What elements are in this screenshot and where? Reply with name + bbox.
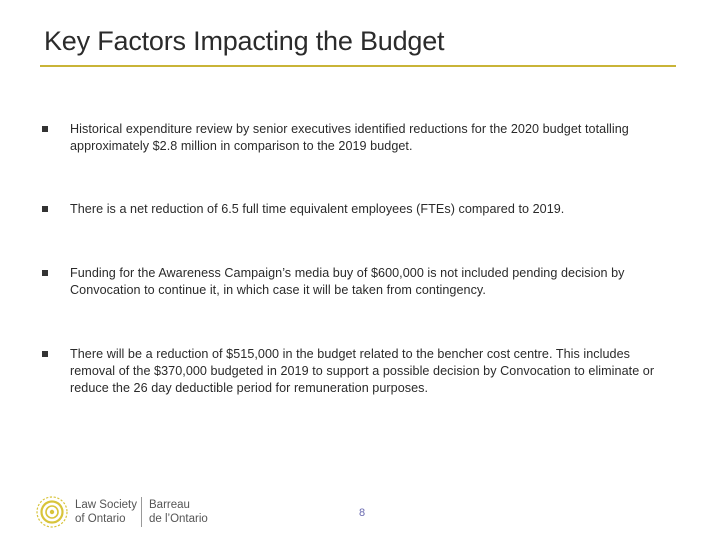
- bullet-item: [40, 346, 680, 397]
- bullet-text: Historical expenditure review by senior executives identified reductions for the 2020 budget totalling approximately $2.8 million in comparison to the 2019 budget.: [70, 122, 629, 153]
- logo-divider: [141, 497, 142, 527]
- logo-french-name: Barreau de l’Ontario: [149, 499, 208, 525]
- bullet-marker-icon: [42, 206, 48, 212]
- bullet-item: [40, 265, 680, 299]
- bullet-marker-icon: [42, 351, 48, 357]
- bullet-text: There will be a reduction of $515,000 in the budget related to the bencher cost centre. This includes removal of the $370,000 budgeted in 2019 to support a possible decision by Convocation to eliminate or reduce the 26 day deductible period for remuneration purposes.: [70, 347, 655, 395]
- bullet-item: [40, 121, 680, 155]
- slide-title: Key Factors Impacting the Budget: [44, 26, 445, 56]
- bullet-text: Funding for the Awareness Campaign’s media buy of $600,000 is not included pending decision by Convocation to continue it, in which case it will be taken from contingency.: [70, 266, 625, 297]
- bullet-text: There is a net reduction of 6.5 full time equivalent employees (FTEs) compared to 2019.: [70, 202, 565, 216]
- logo-english-name: Law Society of Ontario: [75, 499, 138, 525]
- law-society-seal-icon: [35, 495, 69, 529]
- bullet-marker-icon: [42, 126, 48, 132]
- law-society-logo: [35, 495, 235, 531]
- title-divider: [40, 65, 676, 67]
- page-number: 8: [359, 507, 366, 519]
- bullet-item: [40, 201, 680, 218]
- bullet-marker-icon: [42, 270, 48, 276]
